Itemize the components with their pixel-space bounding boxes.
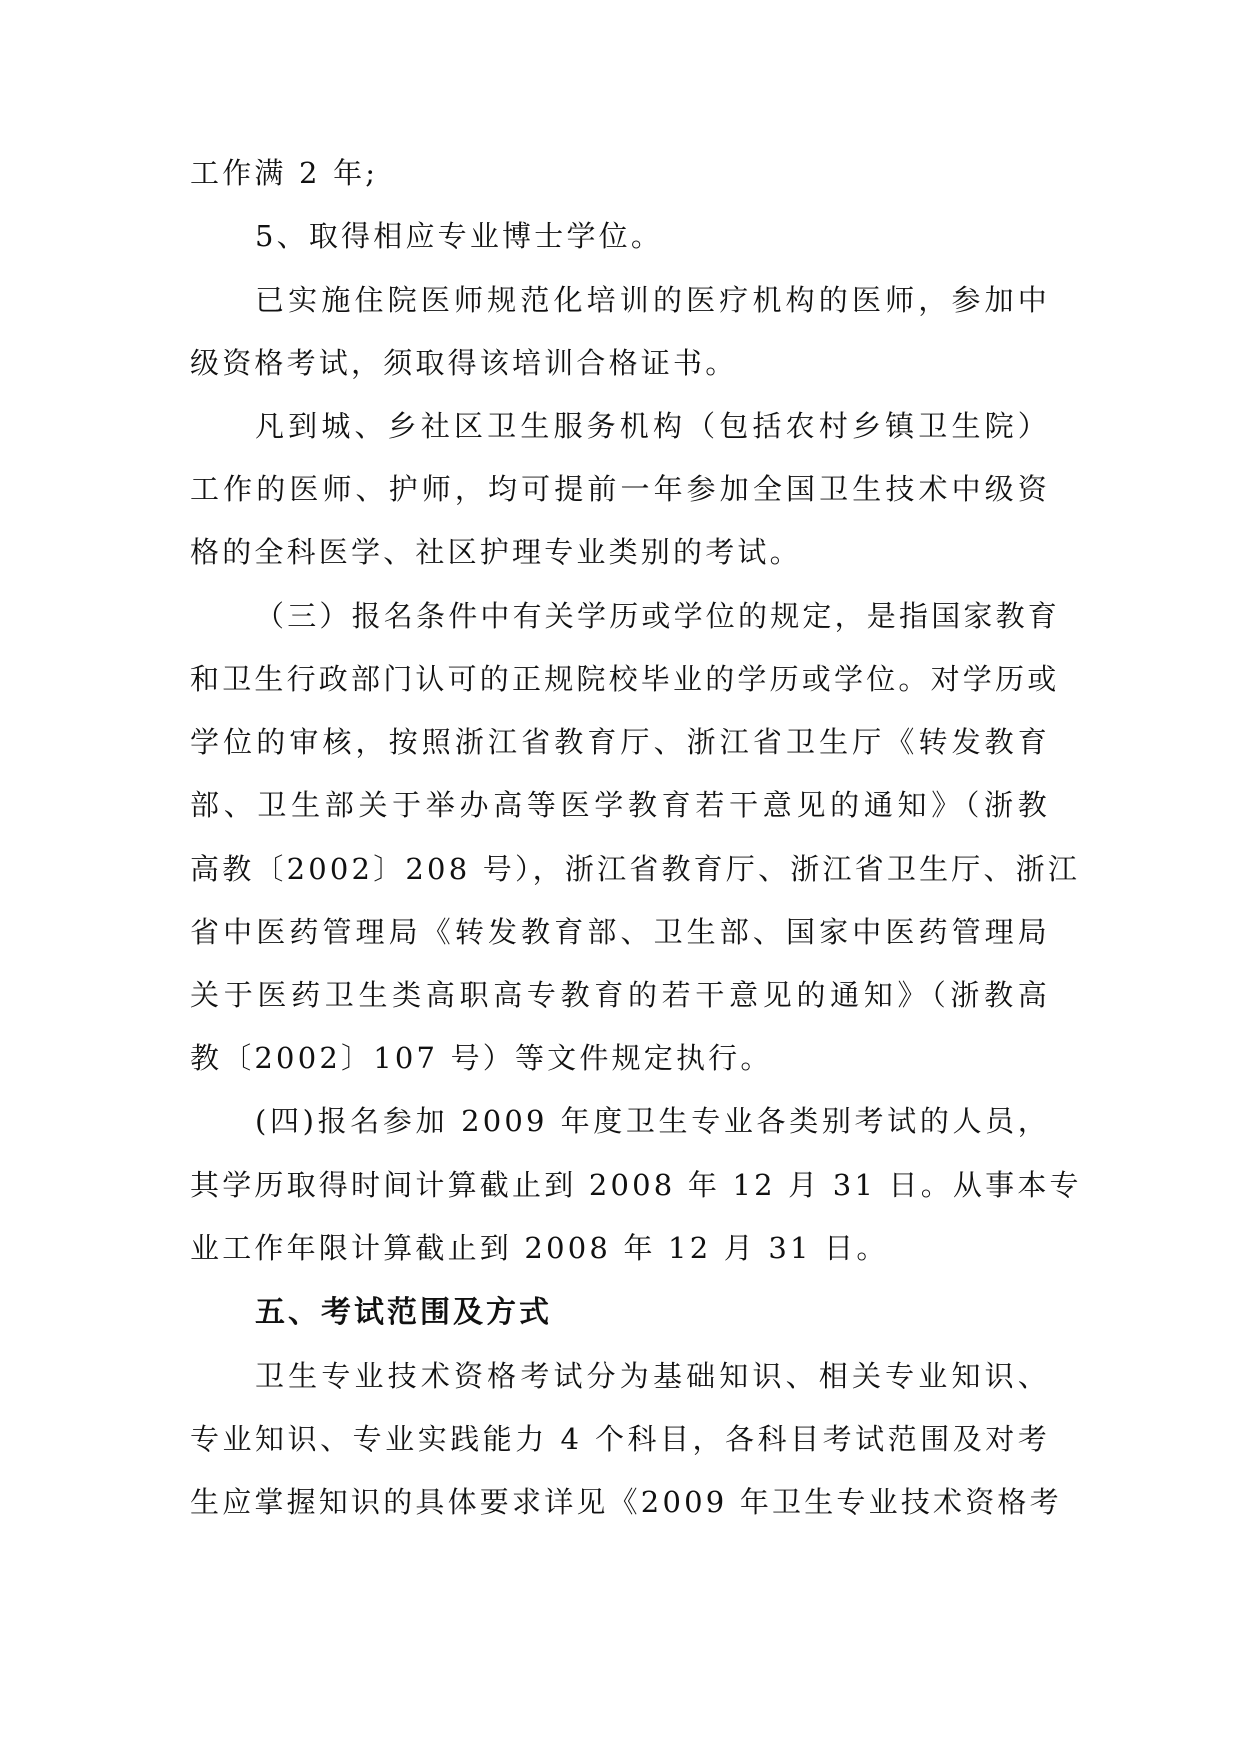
text-line: 5、取得相应专业博士学位。 (255, 219, 664, 253)
text-line: 专业知识、专业实践能力 4 个科目，各科目考试范围及对考 (190, 1422, 1050, 1456)
text-line: 凡到城、乡社区卫生服务机构（包括农村乡镇卫生院） (255, 409, 1050, 443)
text-line: 级资格考试，须取得该培训合格证书。 (190, 346, 738, 380)
text-line: 格的全科医学、社区护理专业类别的考试。 (190, 535, 802, 569)
text-line: 和卫生行政部门认可的正规院校毕业的学历或学位。对学历或 (190, 662, 1060, 696)
text-line: 工作满 2 年; (190, 156, 379, 190)
section-heading: 五、考试范围及方式 (255, 1295, 552, 1330)
text-line: 其学历取得时间计算截止到 2008 年 12 月 31 日。从事本专 (190, 1168, 1082, 1202)
text-line: 关于医药卫生类高职高专教育的若干意见的通知》（浙教高 (190, 978, 1050, 1012)
text-line: 业工作年限计算截止到 2008 年 12 月 31 日。 (190, 1231, 889, 1265)
text-line: 部、卫生部关于举办高等医学教育若干意见的通知》（浙教 (190, 788, 1050, 822)
text-line: 高教〔2002〕208 号），浙江省教育厅、浙江省卫生厅、浙江 (190, 852, 1081, 886)
text-line: 工作的医师、护师，均可提前一年参加全国卫生技术中级资 (190, 472, 1050, 506)
text-line: 生应掌握知识的具体要求详见《2009 年卫生专业技术资格考 (190, 1485, 1062, 1519)
text-line: 已实施住院医师规范化培训的医疗机构的医师，参加中 (255, 283, 1050, 317)
text-line: 学位的审核，按照浙江省教育厅、浙江省卫生厅《转发教育 (190, 725, 1050, 759)
text-line: 教〔2002〕107 号）等文件规定执行。 (190, 1041, 773, 1075)
text-line: （三）报名条件中有关学历或学位的规定，是指国家教育 (255, 599, 1061, 633)
text-line: 卫生专业技术资格考试分为基础知识、相关专业知识、 (255, 1359, 1050, 1393)
text-line: 省中医药管理局《转发教育部、卫生部、国家中医药管理局 (190, 915, 1050, 949)
text-line: (四)报名参加 2009 年度卫生专业各类别考试的人员， (255, 1104, 1050, 1138)
